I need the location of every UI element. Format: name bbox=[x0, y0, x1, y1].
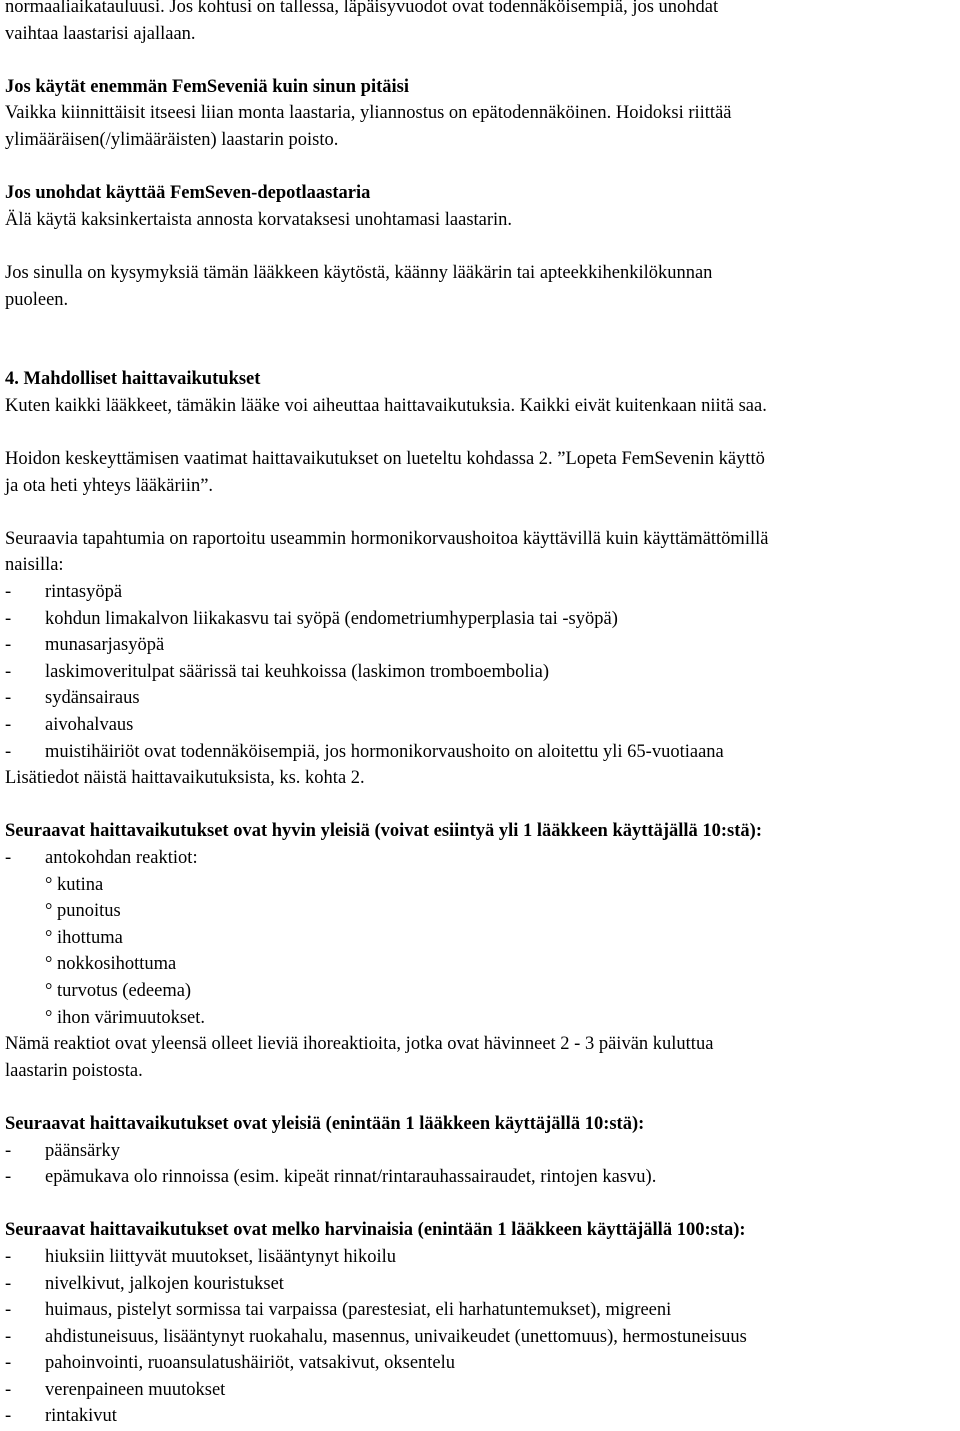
section-number: 4. bbox=[5, 369, 19, 390]
uncommon-heading: Seuraavat haittavaikutukset ovat melko harvinaisia (enintään 1 lääkkeen käyttäjällä 100:sta): bbox=[5, 1220, 746, 1241]
list-item: - rintasyöpä bbox=[5, 582, 123, 603]
list-item: - munasarjasyöpä bbox=[5, 635, 165, 656]
sub-list-item: ° nokkosihottuma bbox=[45, 954, 177, 975]
intro-line-1: normaaliaikatauluusi. Jos kohtusi on tallessa, läpäisyvuodot ovat todennäköisempiä, jos unohdat bbox=[5, 0, 719, 17]
more-info-line: Lisätiedot näistä haittavaikutuksista, ks. kohta 2. bbox=[5, 768, 365, 789]
overdose-line-1: Vaikka kiinnittäisit itseesi liian monta laastaria, yliannostus on epätodennäköinen. Hoidoksi riittää bbox=[5, 103, 732, 124]
questions-line-1: Jos sinulla on kysymyksiä tämän lääkkeen käytöstä, käänny lääkärin tai apteekkihenkilökunnan bbox=[5, 262, 713, 283]
reported-line-2: naisilla: bbox=[5, 555, 64, 576]
list-item: - hiuksiin liittyvät muutokset, lisääntynyt hikoilu bbox=[5, 1246, 396, 1267]
list-item: - rintakivut bbox=[5, 1406, 117, 1427]
list-item: - muistihäiriöt ovat todennäköisempiä, jos hormonikorvaushoito on aloitettu yli 65-vuotiaana bbox=[5, 741, 724, 762]
overdose-heading: Jos käytät enemmän FemSeveniä kuin sinun pitäisi bbox=[5, 76, 409, 97]
sub-list-item: ° kutina bbox=[45, 874, 104, 895]
questions-line-2: puoleen. bbox=[5, 289, 69, 310]
list-item: - epämukava olo rinnoissa (esim. kipeät rinnat/rintarauhassairaudet, rintojen kasvu). bbox=[5, 1167, 657, 1188]
list-item: - aivohalvaus bbox=[5, 715, 134, 736]
document-page bbox=[5, 0, 955, 1430]
sub-list-item: ° ihon värimuutokset. bbox=[45, 1007, 206, 1028]
list-item: - kohdun limakalvon liikakasvu tai syöpä (endometriumhyperplasia tai -syöpä) bbox=[5, 608, 618, 629]
stop-line-2: ja ota heti yhteys lääkäriin”. bbox=[5, 475, 214, 496]
sub-list-item: ° punoitus bbox=[45, 901, 121, 922]
list-item: - päänsärky bbox=[5, 1140, 120, 1161]
forgot-line: Älä käytä kaksinkertaista annosta korvataksesi unohtamasi laastarin. bbox=[5, 209, 513, 230]
overdose-line-2: ylimääräisen(/ylimääräisten) laastarin poisto. bbox=[5, 129, 339, 150]
sub-list-item: ° turvotus (edeema) bbox=[45, 980, 192, 1001]
section-intro: Kuten kaikki lääkkeet, tämäkin lääke voi aiheuttaa haittavaikutuksia. Kaikki eivät kuitenkaan niitä saa. bbox=[5, 395, 767, 416]
common-heading: Seuraavat haittavaikutukset ovat yleisiä (enintään 1 lääkkeen käyttäjällä 10:stä): bbox=[5, 1113, 645, 1134]
very-common-heading: Seuraavat haittavaikutukset ovat hyvin yleisiä (voivat esiintyä yli 1 lääkkeen käyttäjällä 10:stä): bbox=[5, 821, 762, 842]
list-item: - verenpaineen muutokset bbox=[5, 1379, 226, 1400]
list-item: - ahdistuneisuus, lisääntynyt ruokahalu, masennus, univaikeudet (unettomuus), hermostuneisuus bbox=[5, 1326, 747, 1347]
list-item: - huimaus, pistelyt sormissa tai varpaissa (parestesiat, eli harhatuntemukset), migreeni bbox=[5, 1300, 672, 1321]
very-common-note-2: laastarin poistosta. bbox=[5, 1060, 143, 1081]
list-item: - sydänsairaus bbox=[5, 688, 140, 709]
section-title: Mahdolliset haittavaikutukset bbox=[23, 369, 261, 390]
list-item: - pahoinvointi, ruoansulatushäiriöt, vatsakivut, oksentelu bbox=[5, 1353, 456, 1374]
list-item: - nivelkivut, jalkojen kouristukset bbox=[5, 1273, 284, 1294]
sub-list-item: ° ihottuma bbox=[45, 927, 123, 948]
stop-line-1: Hoidon keskeyttämisen vaatimat haittavaikutukset on lueteltu kohdassa 2. ”Lopeta FemSevenin käyttö bbox=[5, 449, 765, 470]
list-item: - antokohdan reaktiot: bbox=[5, 848, 198, 868]
intro-line-2: vaihtaa laastarisi ajallaan. bbox=[5, 23, 196, 44]
reported-line-1: Seuraavia tapahtumia on raportoitu useammin hormonikorvaushoitoa käyttävillä kuin käyttämättömillä bbox=[5, 528, 769, 549]
section-heading bbox=[5, 366, 955, 393]
very-common-note-1: Nämä reaktiot ovat yleensä olleet lieviä ihoreaktioita, jotka ovat hävinneet 2 - 3 päivän kuluttua bbox=[5, 1034, 714, 1055]
forgot-heading: Jos unohdat käyttää FemSeven-depotlaastaria bbox=[5, 183, 371, 204]
list-item: - laskimoveritulpat säärissä tai keuhkoissa (laskimon tromboembolia) bbox=[5, 661, 550, 682]
